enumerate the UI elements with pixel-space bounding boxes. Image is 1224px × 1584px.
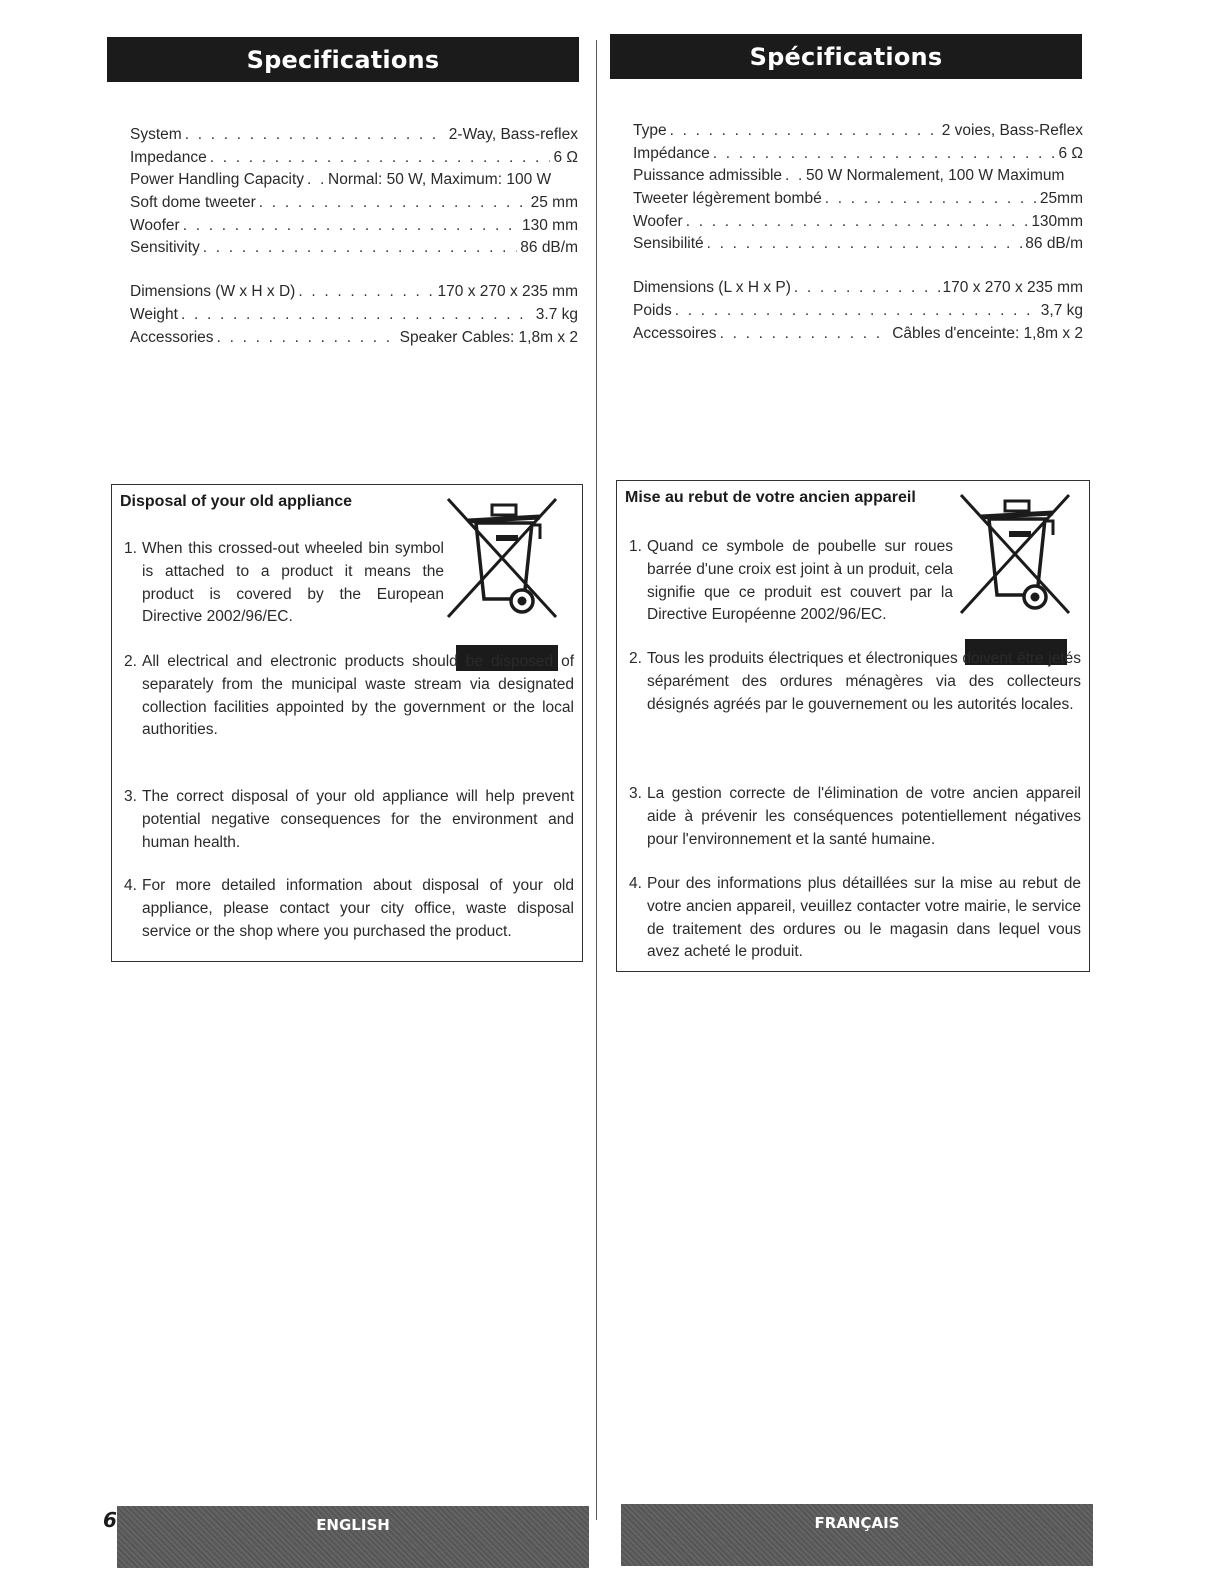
spec-label: Accessoires [633,324,717,342]
spec-value: 6 Ω [553,148,578,166]
disposal-title: Mise au rebut de votre ancien appareil [625,489,916,506]
spec-label: Power Handling Capacity [130,171,305,189]
column-divider [596,40,597,1520]
disposal-item-4: 4. Pour des informations plus détaillées sur la mise au rebut de votre ancien appareil, veuillez contacter votre mairie, le service de traitement des ordures ou le magasin dans lequel vous avez acheté le produit. [629,875,1081,961]
spec-label: Accessories [130,328,214,346]
disposal-item-2: 2. All electrical and electronic products should be disposed of separately from the municipal waste stream via designated collection facilities appointed by the government or the local authorities. [124,653,574,739]
leader-dots [183,217,519,235]
leader-dots [825,190,1037,208]
disposal-item-3: 3. La gestion correcte de l'élimination de votre ancien appareil aide à prévenir les conséquences potentiellement négatives pour l'environnement et la santé humaine. [629,785,1081,848]
spec-row-type [633,122,1083,145]
spec-value: 86 dB/m [1025,235,1083,253]
spec-value: 170 x 270 x 235 mm [942,279,1083,297]
leader-dots [720,325,890,343]
disposal-title: Disposal of your old appliance [120,493,353,510]
spec-value: 3.7 kg [535,305,578,323]
footer-language-french: FRANÇAIS [621,1504,1093,1566]
disposal-box [616,480,1090,972]
spec-value: 130 mm [522,216,578,234]
spec-label: Impédance [633,144,710,162]
spec-row-weight [633,302,1083,325]
spec-row-dimensions [633,279,1083,302]
spec-label: Dimensions (W x H x D) [130,283,296,301]
specifications-header: Specifications [107,37,579,82]
leader-dots [707,235,1023,253]
spec-row-accessories [130,329,578,352]
disposal-item-1: 1. When this crossed-out wheeled bin symbol is attached to a product it means the product is covered by the European Directive 2002/96/EC. [124,540,444,626]
leader-dots [217,329,397,347]
spec-gap [633,258,1083,279]
leader-dots [670,122,939,140]
disposal-item-4: 4. For more detailed information about disposal of your old appliance, please contact your city office, waste disposal service or the shop where you purchased the product. [124,877,574,940]
spec-value: Normal: 50 W, Maximum: 100 W [328,171,552,189]
leader-dots [210,149,551,167]
spec-value: 130mm [1031,212,1083,230]
spec-value: 2 voies, Bass-Reflex [941,122,1083,139]
spec-label: Sensibilité [633,235,704,253]
spec-row-accessories [633,325,1083,348]
spec-label: Impedance [130,148,207,166]
disposal-item-2: 2. Tous les produits électriques et électroniques doivent être jetés séparément des ordures ménagères via des collecteurs désignés agréés par le gouvernement ou les autorités locales. [629,650,1081,713]
spec-row-sensitivity [130,239,578,262]
spec-row-weight [130,306,578,329]
leader-dots [713,145,1056,163]
spec-label: Tweeter légèrement bombé [633,190,822,208]
spec-value: 170 x 270 x 235 mm [437,283,578,301]
page-number: 6 [103,1508,117,1532]
spec-label: Poids [633,301,672,319]
spec-value: 6 Ω [1058,144,1083,162]
spec-label: Soft dome tweeter [130,194,256,212]
spec-row-tweeter [633,190,1083,213]
spec-list [130,126,578,351]
leader-dots [185,126,446,144]
leader-dots [307,171,325,189]
disposal-box [111,484,583,962]
spec-value: 50 W Normalement, 100 W Maximum [806,167,1065,185]
spec-label: System [130,126,182,143]
disposal-item-3: 3. The correct disposal of your old appliance will help prevent potential negative consequences for the environment and human health. [124,788,574,851]
spec-row-dimensions [130,283,578,306]
leader-dots [794,279,940,297]
spec-label: Puissance admissible [633,167,783,185]
leader-dots [181,306,533,324]
spec-value: Speaker Cables: 1,8m x 2 [399,328,578,346]
spec-list [633,122,1083,347]
crossed-out-bin-icon [957,491,1075,617]
spec-label: Dimensions (L x H x P) [633,279,791,297]
spec-value: Câbles d'enceinte: 1,8m x 2 [892,324,1083,342]
spec-row-system [130,126,578,149]
spec-label: Type [633,122,667,139]
spec-label: Woofer [633,212,683,230]
spec-value: 2-Way, Bass-reflex [448,126,578,143]
spec-label: Weight [130,305,178,323]
spec-gap [130,262,578,283]
spec-row-woofer [130,217,578,240]
spec-row-impedance [633,145,1083,168]
spec-value: 25mm [1039,190,1083,208]
leader-dots [686,213,1029,231]
spec-label: Woofer [130,216,180,234]
spec-value: 3,7 kg [1040,301,1083,319]
leader-dots [785,167,803,185]
spec-value: 25 mm [530,194,578,212]
spec-row-sensitivity [633,235,1083,258]
leader-dots [203,239,517,257]
crossed-out-bin-icon [444,495,562,621]
leader-dots [259,194,528,212]
leader-dots [675,302,1038,320]
spec-label: Sensitivity [130,239,200,257]
spec-row-impedance [130,149,578,172]
leader-dots [298,283,434,301]
spec-row-tweeter [130,194,578,217]
spec-row-power [633,167,1083,190]
spec-row-woofer [633,213,1083,236]
spec-value: 86 dB/m [520,239,578,257]
spec-row-power [130,171,578,194]
footer-language-english: ENGLISH [117,1506,589,1568]
specifications-header: Spécifications [610,34,1082,79]
disposal-item-1: 1. Quand ce symbole de poubelle sur roues barrée d'une croix est joint à un produit, cela signifie que ce produit est couvert par la Directive Européenne 2002/96/EC. [629,538,953,624]
